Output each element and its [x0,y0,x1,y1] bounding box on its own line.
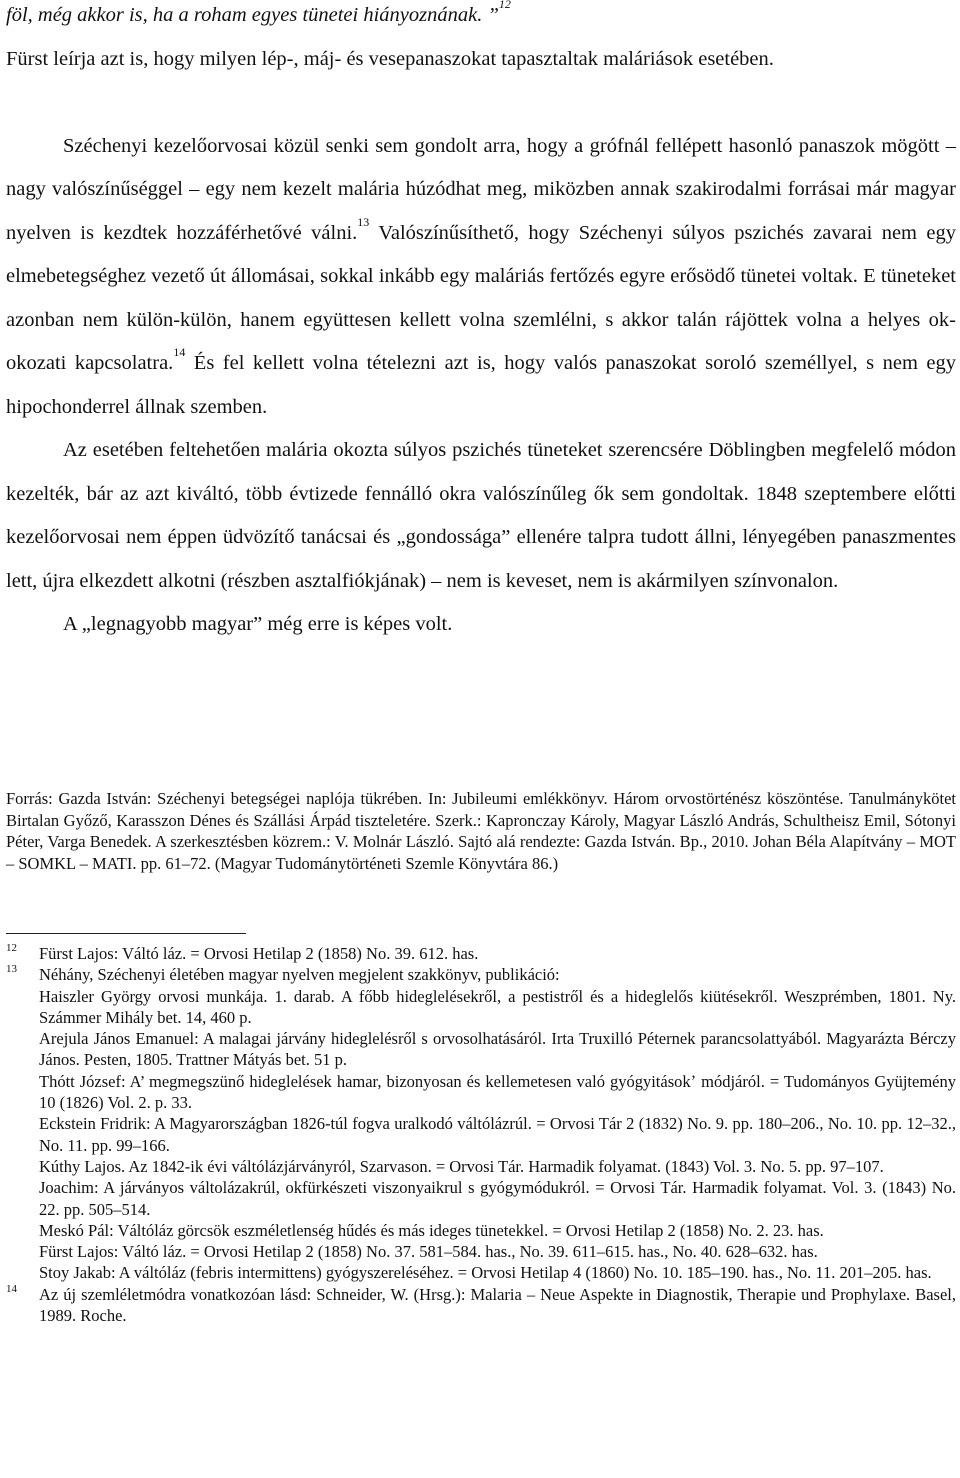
main-text [6,0,956,647]
list-item: Stoy Jakab: A váltóláz (febris intermittens) gyógyszereléséhez. = Orvosi Hetilap 4 (1860) No. 10. 185–190. has., No. 11. 201–205. has. [39,1263,932,1283]
list-item: Kúthy Lajos. Az 1842-ik évi váltólázjárványról, Szarvason. = Orvosi Tár. Harmadik folyamat. (1843) Vol. 3. No. 5. pp. 97–107. [39,1156,884,1176]
list-item: Fürst Lajos: Váltó láz. = Orvosi Hetilap 2 (1858) No. 37. 581–584. has., No. 39. 611–615. has., No. 40. 628–632. has. [39,1242,818,1262]
list-item: Arejula János Emanuel: A malagai járvány hideglelésről s orvosolhatásáról. Irta Truxilló Péternek parancsolattyából. Magyarázta Bérczy János. Pesten, 1805. Trattner Mátyás bet. 51 p. [39,1029,956,1070]
footnotes [6,943,956,1326]
footnote-intro: Néhány, Széchenyi életében magyar nyelven megjelent szakkönyv, publikáció: [39,965,560,985]
paragraph-2-part-1: Széchenyi kezelőorvosai közül senki sem gondolt arra, hogy a grófnál fellépett hasonló panaszok mögött – nagy valószínűséggel – egy nem kezelt malária húzódhat meg, miközben annak szakirodalmi forrásai már magyar nyelven is kezdtek hozzáférhetővé válni. [6,134,956,244]
footnote-12 [6,943,956,964]
list-item: Joachim: A járványos váltolázakrúl, okfürkészeti viszonyaikrul s gyógymódukról. = Orvosi Tár. Harmadik folyamat. Vol. 3. (1843) No. 22. pp. 505–514. [39,1178,956,1219]
footnote-text: Fürst Lajos: Váltó láz. = Orvosi Hetilap 2 (1858) No. 39. 612. has. [39,944,479,963]
footnote-number: 13 [6,963,17,976]
footnote-text: Az új szemléletmódra vonatkozóan lásd: Schneider, W. (Hrsg.): Malaria – Neue Aspekte in Diagnostik, Therapie und Prophylaxe. Basel, 1989. Roche. [39,1284,956,1326]
footnote-number: 14 [6,1282,17,1295]
list-item: Thótt József: A’ megmegszünő hideglelések hamar, bizonyosan és kellemetesen való gyógyitásokʼ módjáról. = Tudományos Gyüjtemény 10 (1826) Vol. 2. p. 33. [39,1071,956,1113]
intro-second-line: Fürst leírja azt is, hogy milyen lép-, máj- és vesepanaszokat tapasztaltak maláriások esetében. [6,47,774,70]
paragraph-2-part-3: És fel kellett volna tételezni azt is, hogy valós panaszokat soroló személlyel, s nem egy hipochonderrel állnak szemben. [6,352,956,418]
footnote-ref-13[interactable]: 13 [357,214,370,229]
list-item: Eckstein Fridrik: A Magyarországban 1826-túl fogva uralkodó váltólázrúl. = Orvosi Tár 2 (1832) No. 9. pp. 180–206., No. 10. pp. 12–32., No. 11. pp. 99–166. [39,1114,956,1155]
intro-quote-text: föl, még akkor is, ha a roham egyes tünetei hiányoznának. ” [6,4,499,26]
source-citation: Forrás: Gazda István: Széchenyi betegségei naplója tükrében. In: Jubileumi emlékkönyv. Három orvostörténész köszöntése. Tanulmánykötet Birtalan Győző, Karasszon Dénes és Szállási Árpád tiszteletére. Szerk.: Kapronczay Károly, Magyar László András, Schultheisz Emil, Sótonyi Péter, Varga Benedek. A szerkesztésben közrem.: V. Molnár László. Sajtó alá rendezte: Gazda István. Bp., 2010. Johan Béla Alapítvány – MOT – SOMKL – MATI. pp. 61–72. (Magyar Tudománytörténeti Szemle Könyvtára 86.) [6,789,956,873]
footnote-ref-12[interactable]: 12 [498,0,511,11]
list-item: Haiszler György orvosi munkája. 1. darab. A főbb hideglelésekről, a pestistről és a hideglelős kiütésekről. Weszprémben, 1801. Ny. Számmer Mihály bet. 14, 460 p. [39,986,956,1027]
paragraph-2-part-2: Valószínűsíthető, hogy Széchenyi súlyos pszichés zavarai nem egy elmebetegséghez vezető út állomásai, sokkal inkább egy maláriás fertőzés egyre erősödő tünetei voltak. E tüneteket azonban nem külön-külön, hanem együttesen kellett volna szemlélni, s akkor talán rájöttek volna a helyes ok-okozati kapcsolatra. [6,221,957,374]
footnote-number: 12 [6,942,17,954]
footnote-divider [6,933,246,934]
list-item: Meskó Pál: Váltóláz görcsök eszméletlenség hűdés és más ideges tünetekkel. = Orvosi Hetilap 2 (1858) No. 2. 23. has. [39,1220,824,1240]
footnote-ref-14[interactable]: 14 [173,345,186,359]
footnote-13 [6,964,956,1283]
footnote-14 [6,1284,956,1327]
paragraph-2 [6,125,956,430]
intro-quote-line [6,0,956,38]
paragraph-3: Az esetében feltehetően malária okozta súlyos pszichés tüneteket szerencsére Döblingben megfelelő módon kezelték, bár az azt kiváltó, több évtizede fennálló okra valószínűleg ők sem gondoltak. 1848 szeptembere előtti kezelőorvosai nem éppen üdvözítő tanácsai és „gondossága” ellenére talpra tudott állni, lényegében panaszmentes lett, újra elkezdett alkotni (részben asztalfiókjának) – nem is keveset, nem is akármilyen színvonalon. [6,439,956,592]
paragraph-4: A „legnagyobb magyar” még erre is képes volt. [63,613,453,635]
